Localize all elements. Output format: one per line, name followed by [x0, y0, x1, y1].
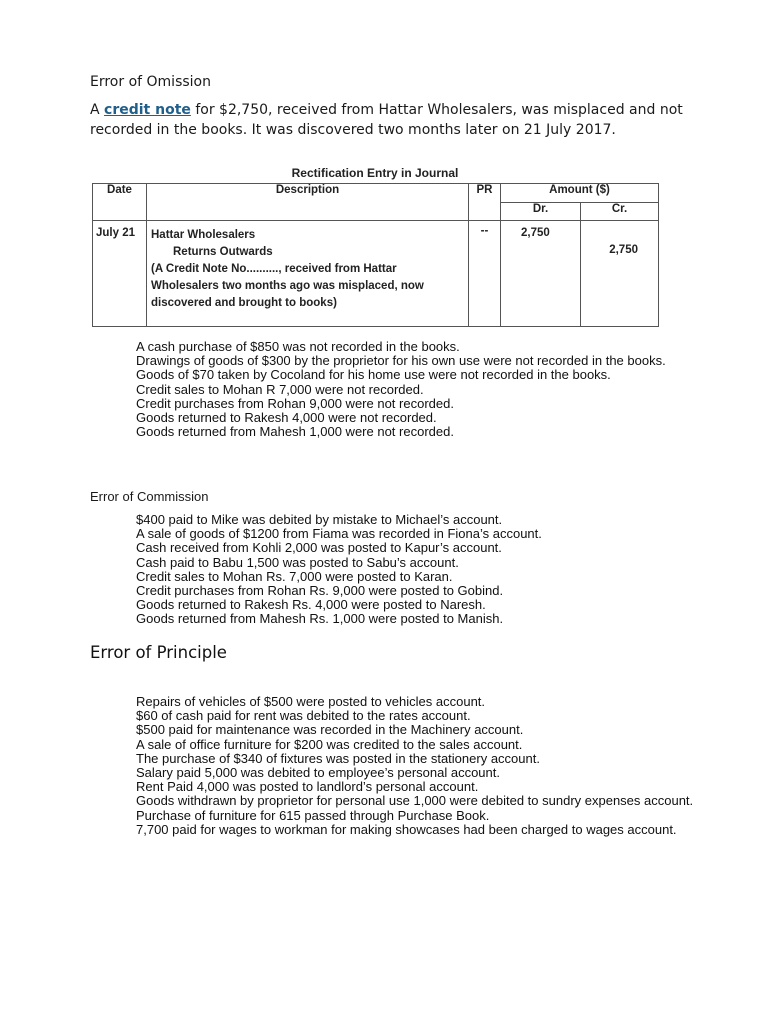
header-pr: PR [469, 184, 501, 221]
entry-cr-amount: 2,750 [581, 221, 659, 327]
commission-examples-list [136, 513, 696, 627]
list-item: Credit sales to Mohan R 7,000 were not recorded. [136, 381, 424, 397]
list-item: Cash paid to Babu 1,500 was posted to Sabu’s account. [136, 554, 459, 570]
principle-examples-list [136, 695, 696, 837]
entry-credit-account: Returns Outwards [173, 246, 273, 258]
header-dr: Dr. [501, 203, 581, 221]
entry-description [147, 221, 469, 327]
list-item: Goods of $70 taken by Cocoland for his home use were not recorded in the books. [136, 367, 611, 383]
credit-note-link[interactable]: credit note [104, 102, 191, 118]
list-item: Goods returned to Rakesh Rs. 4,000 were posted to Naresh. [136, 597, 486, 613]
list-item: Credit sales to Mohan Rs. 7,000 were posted to Karan. [136, 568, 453, 584]
list-item: The purchase of $340 of fixtures was posted in the stationery account. [136, 750, 540, 766]
list-item: Repairs of vehicles of $500 were posted to vehicles account. [136, 694, 486, 709]
list-item: 7,700 paid for wages to workman for making showcases had been charged to wages account. [136, 821, 677, 837]
list-item: A sale of office furniture for $200 was credited to the sales account. [136, 736, 523, 752]
entry-date: July 21 [93, 221, 147, 327]
list-item: A cash purchase of $850 was not recorded in the books. [136, 339, 460, 354]
omission-heading: Error of Omission [90, 74, 211, 90]
entry-narration: (A Credit Note No.........., received from Hattar Wholesalers two months ago was misplaced, now discovered and brought to books) [151, 263, 424, 309]
list-item: Goods returned from Mahesh 1,000 were not recorded. [136, 424, 454, 440]
header-amount: Amount ($) [501, 184, 659, 203]
entry-debit-account: Hattar Wholesalers [151, 229, 256, 241]
journal-header-row [93, 184, 659, 203]
journal-title: Rectification Entry in Journal [291, 166, 459, 180]
principle-heading: Error of Principle [90, 643, 227, 662]
list-item: Goods returned to Rakesh 4,000 were not recorded. [136, 410, 437, 426]
header-date: Date [93, 184, 147, 221]
list-item: Credit purchases from Rohan 9,000 were not recorded. [136, 395, 454, 411]
entry-dr-amount: 2,750 [501, 221, 581, 327]
list-item: Salary paid 5,000 was debited to employee’s personal account. [136, 765, 500, 781]
intro-prefix: A [90, 102, 105, 118]
commission-heading: Error of Commission [90, 489, 209, 504]
rectification-journal-table [92, 183, 659, 327]
intro-suffix: for $2,750, received from Hattar Wholesalers, was misplaced and not recorded in the books. It was discovered two months later on 21 July 2017. [90, 102, 683, 138]
omission-examples-list [136, 340, 696, 439]
header-description: Description [147, 184, 469, 221]
list-item: $60 of cash paid for rent was debited to the rates account. [136, 708, 471, 724]
journal-entry-row [93, 221, 659, 327]
list-item: A sale of goods of $1200 from Fiama was recorded in Fiona’s account. [136, 526, 542, 542]
omission-intro [90, 100, 690, 140]
list-item: $500 paid for maintenance was recorded in the Machinery account. [136, 722, 524, 738]
entry-pr: -- [469, 221, 501, 327]
list-item: Rent Paid 4,000 was posted to landlord’s personal account. [136, 779, 479, 795]
list-item: Drawings of goods of $300 by the proprietor for his own use were not recorded in the books. [136, 353, 666, 369]
header-cr: Cr. [581, 203, 659, 221]
list-item: Cash received from Kohli 2,000 was posted to Kapur’s account. [136, 540, 502, 556]
list-item: $400 paid to Mike was debited by mistake to Michael’s account. [136, 512, 503, 527]
list-item: Purchase of furniture for 615 passed through Purchase Book. [136, 807, 490, 823]
list-item: Goods withdrawn by proprietor for personal use 1,000 were debited to sundry expenses account. [136, 793, 694, 809]
list-item: Credit purchases from Rohan Rs. 9,000 were posted to Gobind. [136, 583, 504, 599]
list-item: Goods returned from Mahesh Rs. 1,000 were posted to Manish. [136, 611, 504, 627]
